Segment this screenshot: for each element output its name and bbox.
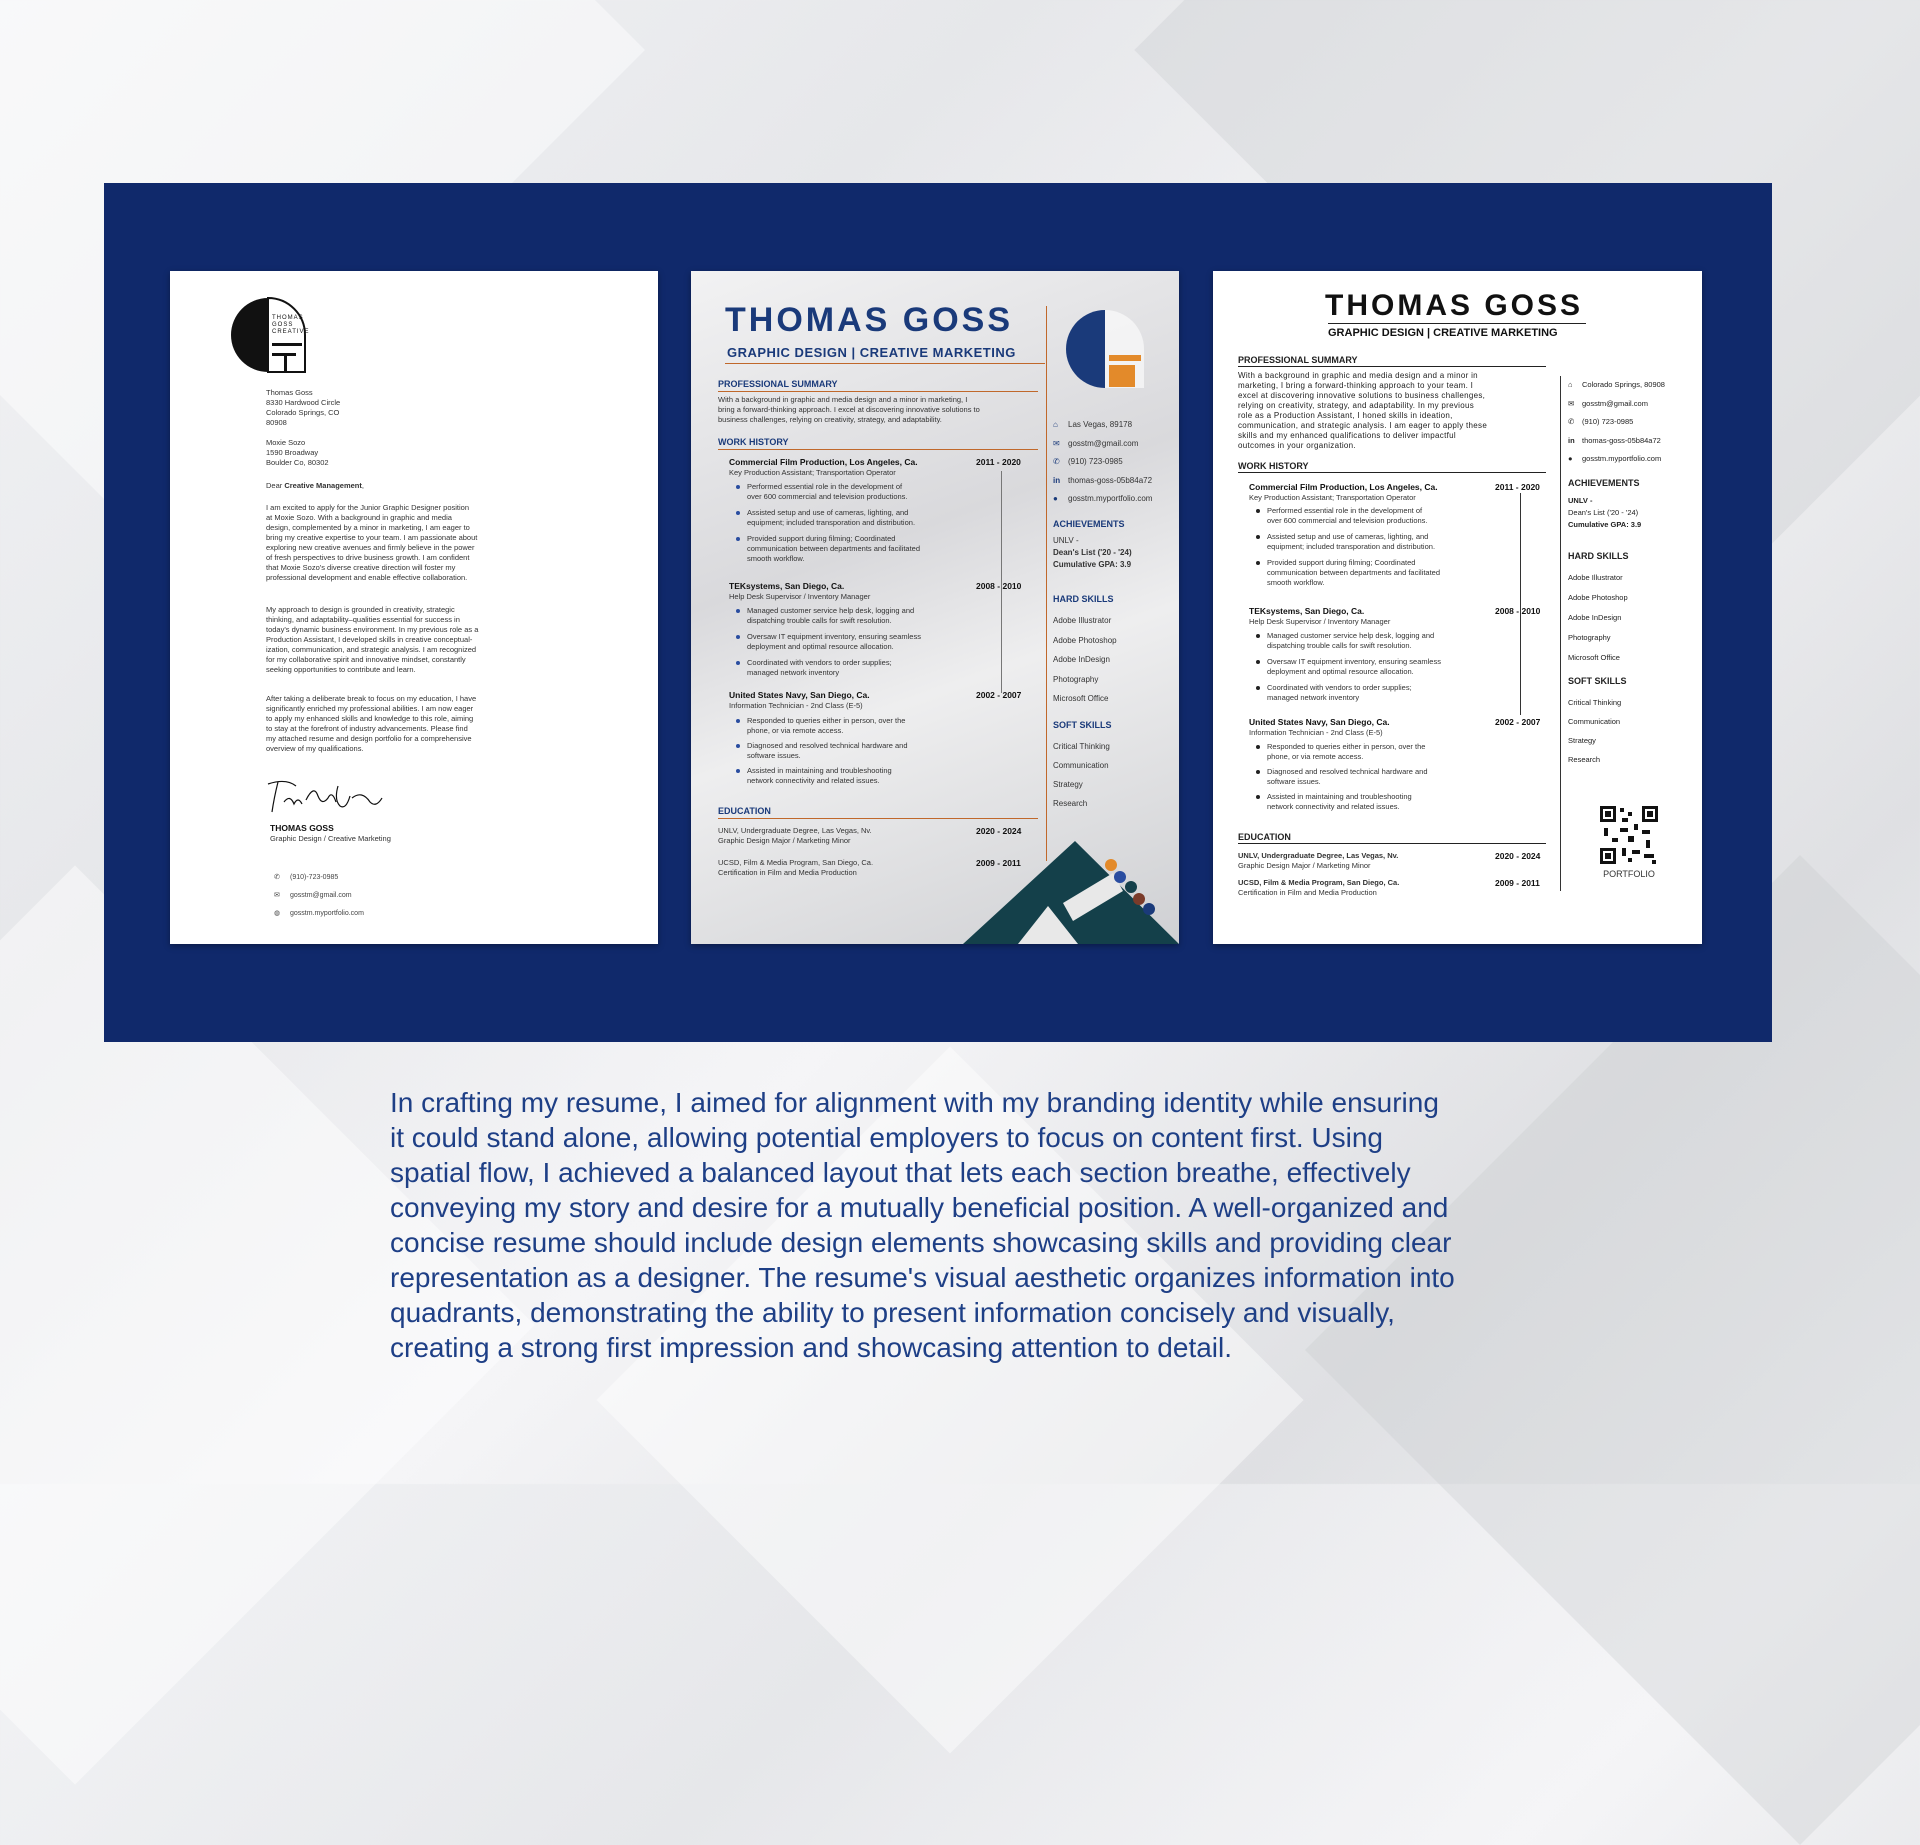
education-entry: UNLV, Undergraduate Degree, Las Vegas, Nv. Graphic Design Major / Marketing Minor (1238, 851, 1399, 870)
job-bullet: Assisted setup and use of cameras, lighting, and equipment; included transporation and distribution. (1267, 532, 1436, 551)
job-bullet: Performed essential role in the development of over 600 commercial and television productions. (747, 482, 908, 501)
job-company: United States Navy, San Diego, Ca. (729, 690, 870, 700)
email-icon: ✉ (1568, 398, 1575, 408)
education-dates: 2020 - 2024 (976, 826, 1022, 836)
achievements-heading: ACHIEVEMENTS (1568, 478, 1640, 488)
hard-skills-heading: HARD SKILLS (1053, 594, 1114, 604)
achievements-list: UNLV - Dean's List ('20 - '24) Cumulative GPA: 3.9 (1568, 496, 1642, 529)
cover-letter-page (170, 271, 658, 944)
summary-heading: PROFESSIONAL SUMMARY (1238, 355, 1358, 365)
work-heading: WORK HISTORY (1238, 461, 1309, 471)
job-bullet: Provided support during filming; Coordinated communication between departments and facilitated smooth workflow. (1267, 558, 1441, 587)
globe-icon: ◍ (274, 910, 281, 917)
phone-icon: ✆ (1053, 457, 1060, 466)
bullet-dot (1256, 770, 1260, 774)
job-dates: 2002 - 2007 (976, 690, 1022, 700)
letter-paragraph-3: After taking a deliberate break to focus on my education, I have significantly enriched my professional abilities. I am now eager to apply my enhanced skills and knowledge to this role, aiming to stay at the forefront of industry advancements. Please find my attached resume and design portfolio for a comprehensive overview of my qualifications. (266, 694, 477, 753)
divider (718, 391, 1038, 392)
recipient-address: Moxie Sozo 1590 Broadway Boulder Co, 80302 (266, 438, 329, 467)
handwritten-signature (266, 776, 386, 816)
monogram-logo (1063, 307, 1147, 391)
bullet-dot (736, 485, 740, 489)
decorative-mountain-graphic (963, 831, 1179, 944)
job-dates: 2008 - 2010 (1495, 606, 1541, 616)
color-resume-page (691, 271, 1179, 944)
job-company: TEKsystems, San Diego, Ca. (1249, 606, 1365, 616)
bullet-dot (1256, 795, 1260, 799)
divider (718, 449, 1038, 450)
hard-skills-list: Adobe Illustrator Adobe Photoshop Adobe InDesign Photography Microsoft Office (1568, 573, 1628, 662)
education-heading: EDUCATION (718, 806, 771, 816)
plain-resume-page (1213, 271, 1702, 944)
job-dates: 2002 - 2007 (1495, 717, 1541, 727)
bullet-dot (1256, 660, 1260, 664)
job-bullet: Assisted in maintaining and troubleshooting network connectivity and related issues. (747, 766, 892, 785)
job-role: Help Desk Supervisor / Inventory Manager (1249, 617, 1391, 626)
job-company: TEKsystems, San Diego, Ca. (729, 581, 845, 591)
job-dates: 2011 - 2020 (976, 457, 1021, 467)
bullet-dot (736, 661, 740, 665)
job-bullet: Performed essential role in the development of over 600 commercial and television productions. (1267, 506, 1428, 525)
job-bullet: Assisted in maintaining and troubleshooting network connectivity and related issues. (1267, 792, 1412, 811)
hard-skills-heading: HARD SKILLS (1568, 551, 1629, 561)
job-role: Information Technician - 2nd Class (E-5) (729, 701, 863, 710)
education-heading: EDUCATION (1238, 832, 1291, 842)
job-role: Key Production Assistant; Transportation Operator (729, 468, 896, 477)
column-divider (1046, 306, 1047, 861)
resume-name: THOMAS GOSS (1325, 289, 1584, 322)
letter-paragraph-1: I am excited to apply for the Junior Graphic Designer position at Moxie Sozo. With a background in graphic and media design, complemented by a minor in marketing, I am eager to bring my creative expertise to your team. I am passionate about exploring new creative avenues and firmly believe in the power of fresh perspectives to drive business growth. I am confident that Moxie Sozo's diverse creative direction will foster my professional development and enable effective collaboration. (266, 503, 478, 582)
job-bullet: Provided support during filming; Coordinated communication between departments and facilitated smooth workflow. (747, 534, 921, 563)
job-bullet: Responded to queries either in person, over the phone, or via remote access. (747, 716, 906, 735)
job-role: Information Technician - 2nd Class (E-5) (1249, 728, 1383, 737)
bullet-dot (1256, 634, 1260, 638)
contact-list: ⌂ Las Vegas, 89178 ✉ gosstm@gmail.com ✆ (910) 723-0985 in thomas-goss-05b84a72 ● gosstm.myportfolio.com (1053, 416, 1152, 509)
linkedin-icon: in (1568, 435, 1575, 445)
qr-label: PORTFOLIO (1603, 869, 1655, 879)
job-bullet: Oversaw IT equipment inventory, ensuring seamless deployment and optimal resource allocation. (1267, 657, 1441, 676)
job-bullet: Managed customer service help desk, logging and dispatching trouble calls for swift resolution. (1267, 631, 1435, 650)
column-divider (1560, 376, 1561, 891)
soft-skills-list: Critical Thinking Communication Strategy Research (1053, 742, 1110, 808)
bullet-dot (1256, 745, 1260, 749)
bullet-dot (736, 744, 740, 748)
contact-list: ⌂ Colorado Springs, 80908 ✉ gosstm@gmail.com ✆ (910) 723-0985 in thomas-goss-05b84a72 ● gosstm.myportfolio.com (1568, 376, 1665, 469)
job-dates: 2011 - 2020 (1495, 482, 1540, 492)
job-role: Help Desk Supervisor / Inventory Manager (729, 592, 871, 601)
cover-letter-contacts (274, 869, 364, 923)
soft-skills-heading: SOFT SKILLS (1568, 676, 1627, 686)
divider (1238, 472, 1546, 473)
bullet-dot (1256, 535, 1260, 539)
achievements-heading: ACHIEVEMENTS (1053, 519, 1125, 529)
achievements-list: UNLV - Dean's List ('20 - '24) Cumulative GPA: 3.9 (1053, 536, 1132, 569)
job-bullet: Responded to queries either in person, over the phone, or via remote access. (1267, 742, 1426, 761)
salutation: Dear Creative Management, (266, 481, 364, 490)
job-bullet: Managed customer service help desk, logging and dispatching trouble calls for swift resolution. (747, 606, 915, 625)
education-dates: 2009 - 2011 (976, 858, 1021, 868)
contact-phone: ✆ (910)-723-0985 (274, 869, 364, 887)
bullet-dot (736, 537, 740, 541)
job-bullet: Assisted setup and use of cameras, lighting, and equipment; included transporation and distribution. (747, 508, 916, 527)
divider (1328, 323, 1586, 324)
job-company: Commercial Film Production, Los Angeles, Ca. (729, 457, 918, 467)
divider (718, 818, 1038, 819)
bullet-dot (736, 719, 740, 723)
education-dates: 2020 - 2024 (1495, 851, 1541, 861)
summary-text: With a background in graphic and media design and a minor in marketing, I bring a forward-thinking approach to your team. I excel at discovering innovative solutions to business challenges, relying on creativity, strategy, and adaptability. In my previous role as a Production Assistant, I honed skills in ideation, communication, and strategic analysis. I am eager to apply these skills and my enhanced qualifications to deliver impactful outcomes in your organization. (1238, 371, 1488, 450)
bullet-dot (1256, 509, 1260, 513)
work-heading: WORK HISTORY (718, 437, 789, 447)
job-bullet: Oversaw IT equipment inventory, ensuring seamless deployment and optimal resource allocation. (747, 632, 921, 651)
divider (1238, 843, 1546, 844)
signature-title: Graphic Design / Creative Marketing (270, 834, 391, 843)
contact-website: ◍ gosstm.myportfolio.com (274, 905, 364, 923)
portfolio-icon: ● (1568, 454, 1573, 463)
job-company: Commercial Film Production, Los Angeles, Ca. (1249, 482, 1438, 492)
bullet-dot (736, 635, 740, 639)
job-dates: 2008 - 2010 (976, 581, 1022, 591)
bullet-dot (1256, 561, 1260, 565)
bullet-dot (736, 609, 740, 613)
job-bullet: Coordinated with vendors to order supplies; managed network inventory (1267, 683, 1412, 702)
resume-subtitle: GRAPHIC DESIGN | CREATIVE MARKETING (1328, 327, 1558, 339)
bullet-dot (736, 769, 740, 773)
qr-code[interactable] (1598, 804, 1660, 866)
timeline-line (1520, 493, 1521, 715)
soft-skills-list: Critical Thinking Communication Strategy Research (1568, 698, 1622, 764)
job-bullet: Coordinated with vendors to order supplies; managed network inventory (747, 658, 892, 677)
education-entry: UCSD, Film & Media Program, San Diego, Ca. Certification in Film and Media Production (718, 858, 874, 877)
home-icon: ⌂ (1568, 380, 1573, 389)
job-bullet: Diagnosed and resolved technical hardware and software issues. (1267, 767, 1428, 786)
letter-paragraph-2: My approach to design is grounded in creativity, strategic thinking, and adaptability–qualities essential for success in today's dynamic business environment. In my previous role as a Production Assistant, I developed skills in creative conceptual- ization, communication, and strategic analysis. I am recognized for my collaborative spirit and innovative mindset, constantly seeking opportunities to contribute and learn. (266, 605, 479, 674)
education-entry: UCSD, Film & Media Program, San Diego, Ca. Certification in Film and Media Production (1238, 878, 1400, 897)
job-role: Key Production Assistant; Transportation Operator (1249, 493, 1416, 502)
presentation-board (104, 183, 1772, 1042)
signature-name: THOMAS GOSS (270, 823, 334, 833)
resume-name: THOMAS GOSS (725, 301, 1014, 339)
portfolio-icon: ● (1053, 494, 1058, 503)
contact-email: ✉ gosstm@gmail.com (274, 887, 364, 905)
hard-skills-list: Adobe Illustrator Adobe Photoshop Adobe InDesign Photography Microsoft Office (1053, 616, 1117, 703)
summary-heading: PROFESSIONAL SUMMARY (718, 379, 838, 389)
soft-skills-heading: SOFT SKILLS (1053, 720, 1112, 730)
email-icon: ✉ (1053, 438, 1060, 448)
linkedin-icon: in (1053, 475, 1061, 485)
resume-subtitle: GRAPHIC DESIGN | CREATIVE MARKETING (727, 345, 1016, 360)
divider (1238, 366, 1546, 367)
sender-address: Thomas Goss 8330 Hardwood Circle Colorado Springs, CO 80908 (266, 388, 341, 427)
education-entry: UNLV, Undergraduate Degree, Las Vegas, Nv. Graphic Design Major / Marketing Minor (718, 826, 872, 845)
monogram-text: THOMAS GOSS CREATIVE (272, 315, 310, 335)
divider (725, 363, 1045, 364)
description-caption: In crafting my resume, I aimed for alignment with my branding identity while ensuring it could stand alone, allowing potential employers to focus on content first. Using spatial flow, I achieved a balanced layout that lets each section breathe, effectively conveying my story and desire for a mutually beneficial position. A well-organized and concise resume should include design elements showcasing skills and providing clear representation as a designer. The resume's visual aesthetic organizes information into quadrants, demonstrating the ability to present information concisely and visually, creating a strong first impression and showcasing attention to detail. (390, 1087, 1455, 1363)
bullet-dot (1256, 686, 1260, 690)
summary-text: With a background in graphic and media design and a minor in marketing, I bring a forward-thinking approach. I excel at discovering innovative solutions to business challenges, relying on creativity, strategy, and adaptability. (718, 395, 980, 424)
bullet-dot (736, 511, 740, 515)
job-bullet: Diagnosed and resolved technical hardware and software issues. (747, 741, 908, 760)
email-icon: ✉ (274, 892, 280, 899)
education-dates: 2009 - 2011 (1495, 878, 1540, 888)
phone-icon: ✆ (274, 874, 280, 881)
job-company: United States Navy, San Diego, Ca. (1249, 717, 1390, 727)
home-icon: ⌂ (1053, 420, 1058, 429)
phone-icon: ✆ (1568, 417, 1575, 426)
